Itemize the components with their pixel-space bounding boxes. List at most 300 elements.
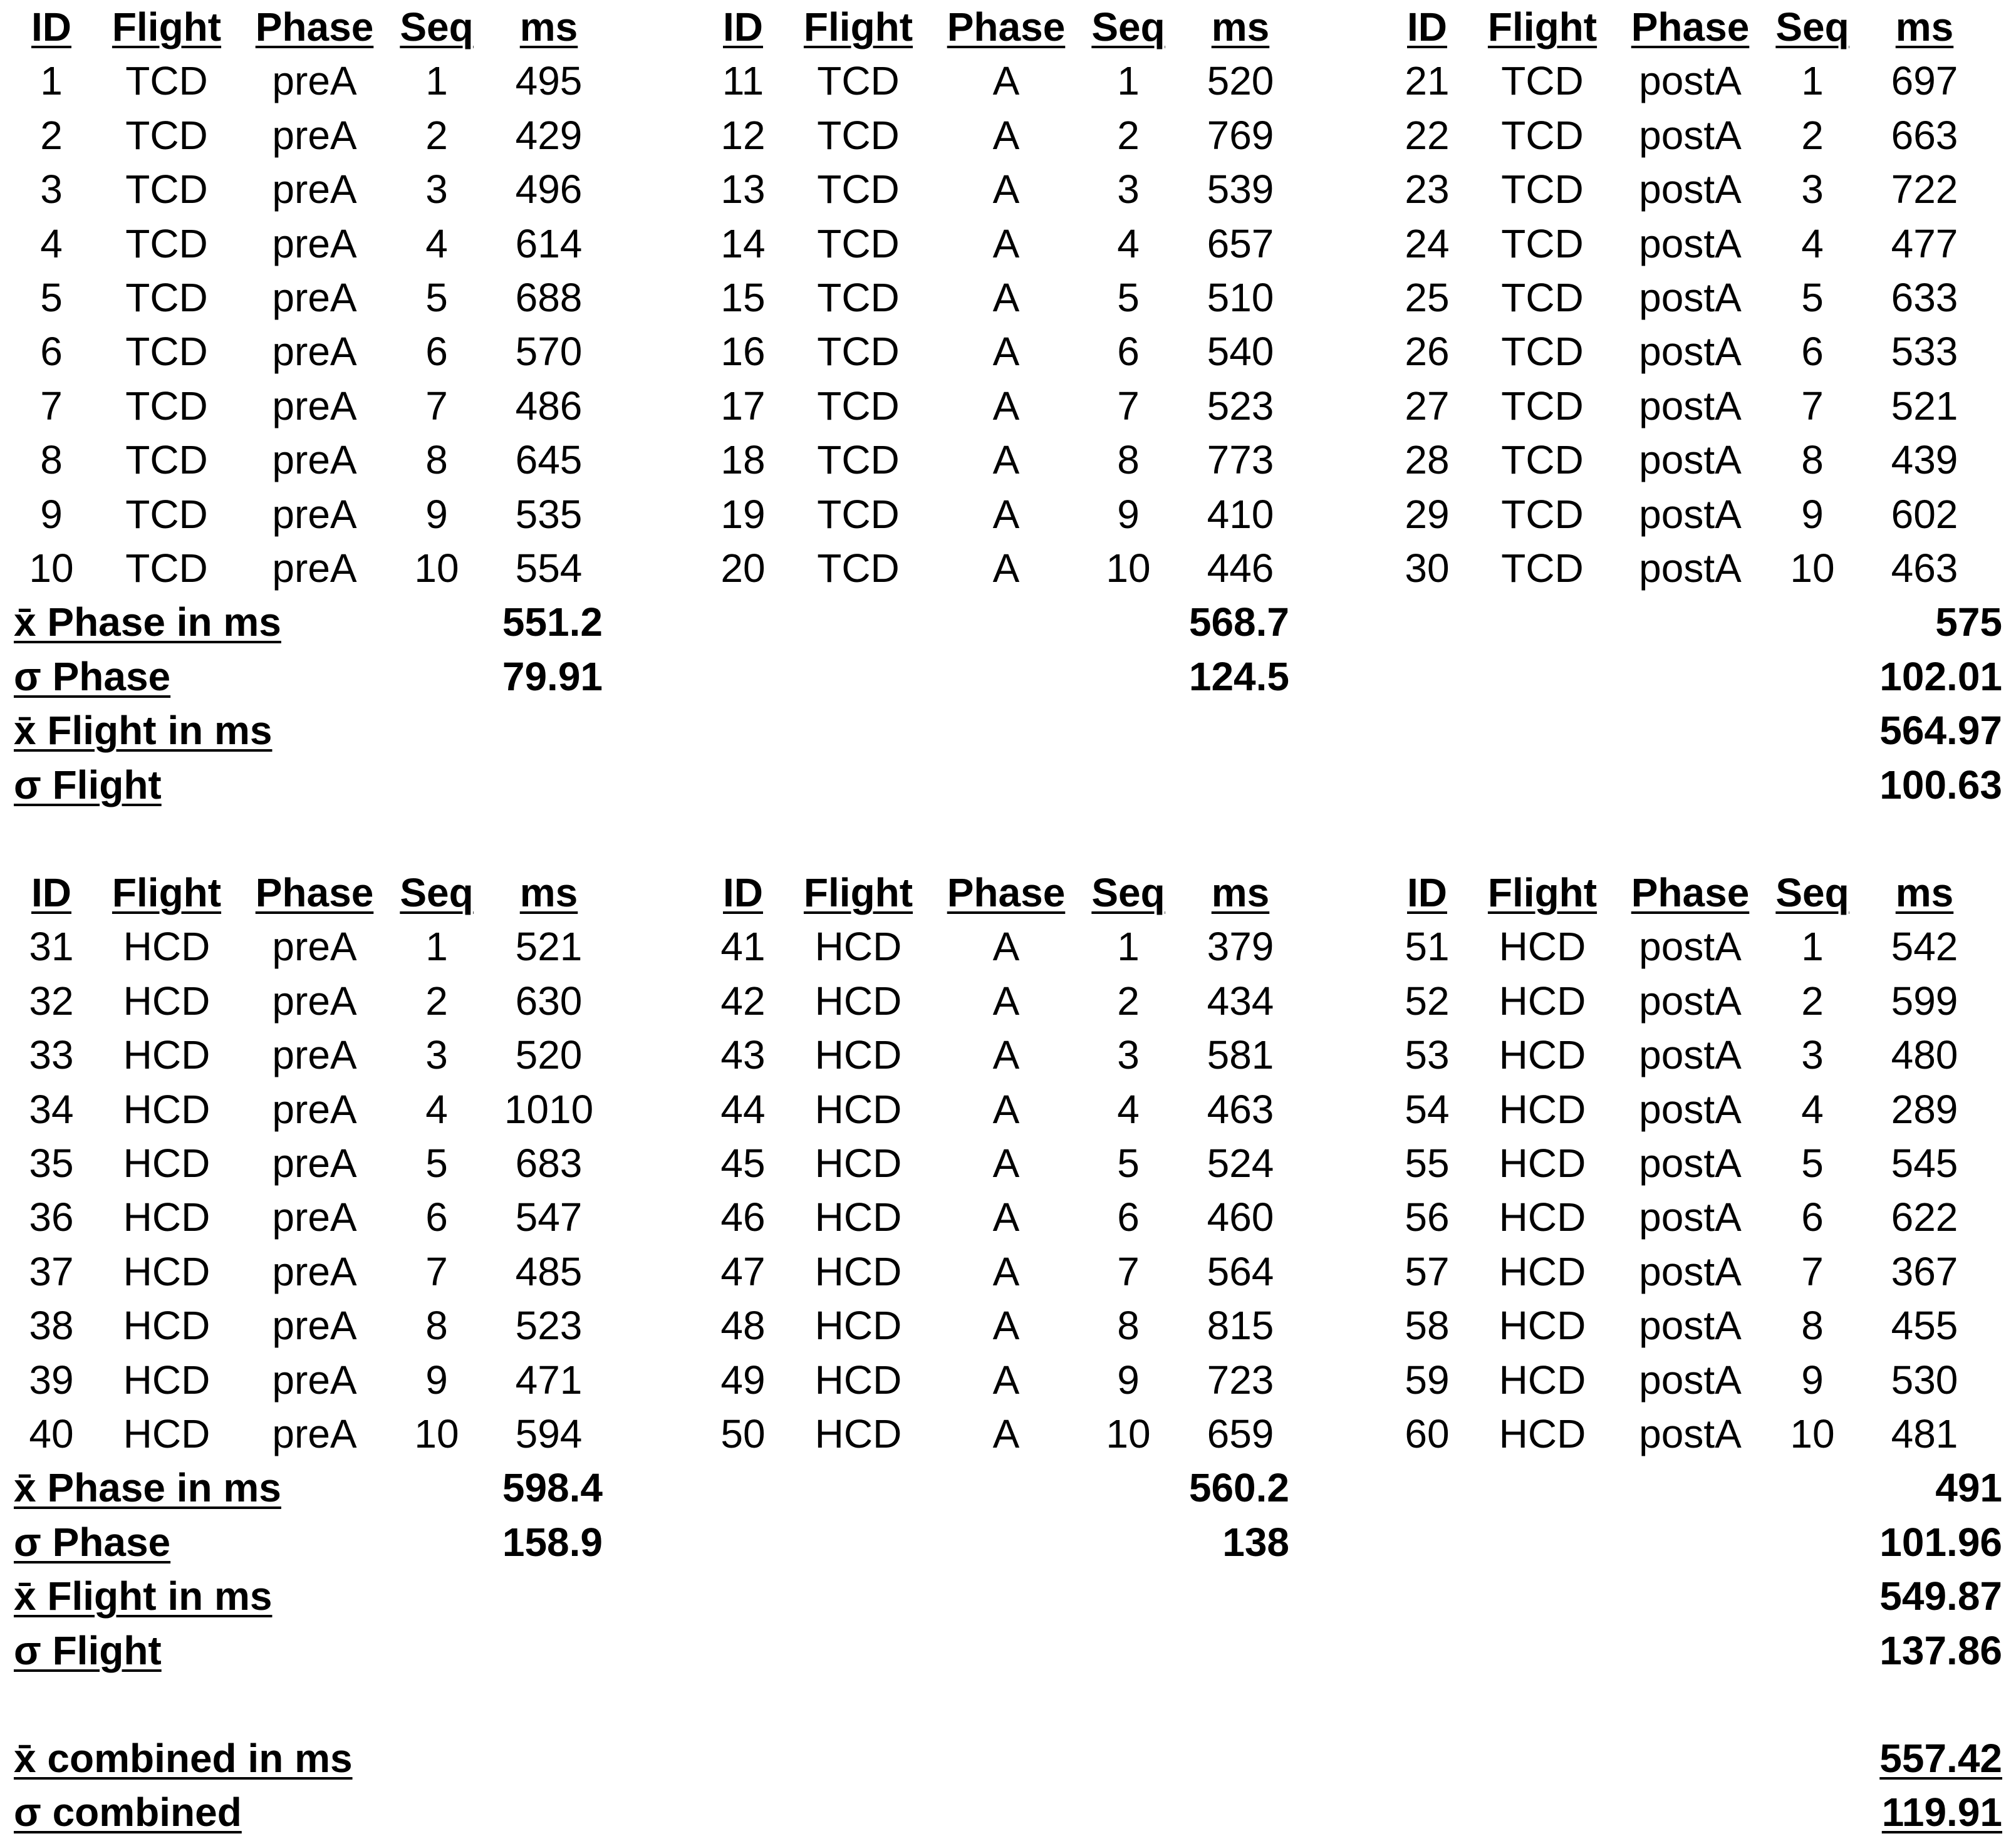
table-cell: 38 [29,1303,74,1349]
table-cell: A [992,1141,1020,1186]
column-header: ID [723,870,763,915]
header-row [0,0,2016,54]
column-header: Phase [255,870,374,915]
table-cell: 8 [1801,1303,1824,1349]
table-cell: 10 [29,546,74,591]
table-cell: 659 [1207,1411,1274,1456]
table-cell: postA [1639,437,1742,483]
table-cell: 1 [40,58,63,104]
table-cell: 657 [1207,220,1274,266]
table-cell: 12 [720,112,766,158]
table-cell: preA [272,383,357,428]
table-cell: 9 [1117,491,1140,537]
table-cell: HCD [123,1086,210,1132]
table-cell: 2 [425,978,448,1024]
table-cell: 33 [29,1032,74,1078]
phase-mean-value: 491 [1935,1465,2002,1511]
table-cell: 5 [1801,1141,1824,1186]
table-cell: 9 [1117,1357,1140,1403]
table-cell: 53 [1405,1032,1450,1078]
table-row [0,1407,2016,1461]
table-cell: A [992,978,1020,1024]
table-cell: TCD [125,546,208,591]
table-cell: 48 [720,1303,766,1349]
table-cell: 14 [720,220,766,266]
phase-sd-value: 101.96 [1879,1519,2002,1565]
table-cell: 524 [1207,1141,1274,1186]
table-cell: 44 [720,1086,766,1132]
table-cell: 10 [414,1411,459,1456]
table-cell: 5 [40,275,63,320]
table-cell: 26 [1405,329,1450,375]
column-header: ID [1407,870,1447,915]
table-cell: HCD [814,1141,902,1186]
table-row [0,974,2016,1028]
table-cell: 722 [1891,167,1958,212]
table-cell: 52 [1405,978,1450,1024]
column-header: Flight [112,4,222,49]
phase-mean-row [0,1461,2016,1515]
table-cell: TCD [1501,220,1584,266]
column-header: Flight [1487,4,1598,49]
combined-mean-label: x̄ combined in ms [14,1736,353,1781]
column-header: Seq [1091,4,1165,49]
table-cell: postA [1639,1086,1742,1132]
column-header: Seq [1091,870,1165,915]
combined-mean-row [0,1731,2016,1785]
table-cell: 3 [425,167,448,212]
table-row [0,433,2016,487]
table-cell: 3 [1801,1032,1824,1078]
table-row [0,1190,2016,1244]
table-cell: 5 [1117,275,1140,320]
table-cell: 1 [1117,924,1140,970]
phase-sd-label: σ Phase [14,1519,171,1565]
table-cell: preA [272,1248,357,1294]
table-cell: 56 [1405,1195,1450,1240]
table-row [0,1245,2016,1299]
table-cell: 540 [1207,329,1274,375]
table-cell: 289 [1891,1086,1958,1132]
table-cell: HCD [814,978,902,1024]
column-header: ID [31,870,71,915]
phase-mean-value: 568.7 [1188,599,1289,645]
table-cell: 1 [1117,58,1140,104]
table-cell: TCD [817,329,900,375]
table-cell: A [992,220,1020,266]
table-cell: HCD [123,1032,210,1078]
phase-mean-row [0,595,2016,649]
table-cell: HCD [123,1141,210,1186]
table-cell: 439 [1891,437,1958,483]
combined-mean-value: 557.42 [1879,1736,2002,1781]
table-cell: 480 [1891,1032,1958,1078]
table-cell: 434 [1207,978,1274,1024]
table-cell: 16 [720,329,766,375]
table-cell: 49 [720,1357,766,1403]
table-cell: 18 [720,437,766,483]
table-cell: A [992,275,1020,320]
table-cell: 27 [1405,383,1450,428]
table-cell: 520 [515,1032,583,1078]
column-header: Phase [255,4,374,49]
table-cell: TCD [817,546,900,591]
table-cell: 6 [425,329,448,375]
table-cell: 521 [515,924,583,970]
table-cell: TCD [1501,437,1584,483]
table-cell: 36 [29,1195,74,1240]
column-header: Seq [1775,4,1849,49]
table-cell: 24 [1405,220,1450,266]
table-cell: postA [1639,1032,1742,1078]
table-cell: 769 [1207,112,1274,158]
table-cell: 3 [425,1032,448,1078]
column-header: ID [723,4,763,49]
table-cell: 463 [1891,546,1958,591]
table-cell: A [992,1032,1020,1078]
table-row [0,108,2016,162]
table-cell: 599 [1891,978,1958,1024]
table-cell: TCD [1501,329,1584,375]
flight-mean-value: 549.87 [1879,1574,2002,1619]
table-cell: 530 [1891,1357,1958,1403]
table-cell: postA [1639,58,1742,104]
table-cell: 55 [1405,1141,1450,1186]
table-cell: preA [272,1411,357,1456]
table-cell: 521 [1891,383,1958,428]
table-cell: A [992,1411,1020,1456]
table-cell: A [992,1357,1020,1403]
table-cell: postA [1639,546,1742,591]
table-row [0,487,2016,541]
table-cell: 29 [1405,491,1450,537]
table-cell: 43 [720,1032,766,1078]
table-cell: A [992,167,1020,212]
column-header: Phase [1631,870,1750,915]
table-cell: HCD [1499,1357,1586,1403]
table-cell: 2 [1801,978,1824,1024]
table-cell: 23 [1405,167,1450,212]
combined-sd-value: 119.91 [1881,1790,2002,1835]
table-cell: 6 [425,1195,448,1240]
table-cell: postA [1639,1248,1742,1294]
flight-sd-row [0,758,2016,812]
table-row [0,54,2016,108]
table-cell: A [992,1086,1020,1132]
table-cell: preA [272,1357,357,1403]
table-cell: 4 [1117,1086,1140,1132]
table-cell: postA [1639,1357,1742,1403]
table-cell: TCD [125,112,208,158]
table-cell: 542 [1891,924,1958,970]
table-cell: postA [1639,383,1742,428]
table-cell: 564 [1207,1248,1274,1294]
phase-sd-value: 124.5 [1188,653,1289,699]
table-cell: 28 [1405,437,1450,483]
table-row [0,920,2016,973]
table-cell: 10 [1106,546,1151,591]
column-header: ID [31,4,71,49]
table-cell: 471 [515,1357,583,1403]
table-cell: 6 [1117,329,1140,375]
table-cell: 22 [1405,112,1450,158]
table-cell: A [992,491,1020,537]
table-cell: 35 [29,1141,74,1186]
table-cell: 697 [1891,58,1958,104]
flight-mean-row [0,703,2016,757]
table-cell: 523 [1207,383,1274,428]
table-cell: A [992,1303,1020,1349]
flight-mean-label: x̄ Flight in ms [14,1574,273,1619]
table-cell: 46 [720,1195,766,1240]
column-header: Seq [400,870,474,915]
table-cell: 570 [515,329,583,375]
column-header: Phase [947,870,1066,915]
table-cell: 481 [1891,1411,1958,1456]
table-cell: 2 [425,112,448,158]
table-cell: preA [272,546,357,591]
table-cell: 533 [1891,329,1958,375]
table-cell: 10 [1790,546,1835,591]
table-cell: preA [272,329,357,375]
table-cell: HCD [123,1303,210,1349]
column-header: Flight [1487,870,1598,915]
phase-sd-label: σ Phase [14,653,171,699]
table-cell: 10 [1106,1411,1151,1456]
phase-sd-row [0,650,2016,703]
table-row [0,324,2016,378]
table-cell: preA [272,167,357,212]
table-cell: HCD [1499,1195,1586,1240]
table-cell: 630 [515,978,583,1024]
table-cell: TCD [125,329,208,375]
table-cell: 2 [1117,978,1140,1024]
table-cell: 1 [1801,58,1824,104]
table-cell: 1010 [504,1086,594,1132]
table-cell: HCD [123,1248,210,1294]
table-cell: TCD [817,437,900,483]
phase-sd-value: 102.01 [1879,653,2002,699]
table-row [0,1299,2016,1352]
table-cell: 57 [1405,1248,1450,1294]
table-cell: 13 [720,167,766,212]
table-cell: 7 [1801,383,1824,428]
table-cell: HCD [1499,1411,1586,1456]
table-cell: 633 [1891,275,1958,320]
table-cell: 723 [1207,1357,1274,1403]
combined-sd-row [0,1785,2016,1839]
table-cell: 5 [425,275,448,320]
table-cell: 3 [1117,167,1140,212]
column-header: ms [1895,870,1954,915]
table-cell: 455 [1891,1303,1958,1349]
table-cell: 379 [1207,924,1274,970]
table-cell: 4 [1801,220,1824,266]
table-cell: 32 [29,978,74,1024]
table-cell: A [992,1195,1020,1240]
column-header: Phase [1631,4,1750,49]
table-cell: HCD [1499,924,1586,970]
table-cell: preA [272,58,357,104]
column-header: ID [1407,4,1447,49]
table-cell: TCD [1501,546,1584,591]
table-cell: 2 [1801,112,1824,158]
table-cell: 17 [720,383,766,428]
table-cell: preA [272,1141,357,1186]
table-cell: A [992,112,1020,158]
table-cell: 3 [40,167,63,212]
table-cell: 545 [1891,1141,1958,1186]
table-cell: 10 [1790,1411,1835,1456]
table-cell: A [992,437,1020,483]
table-cell: 59 [1405,1357,1450,1403]
table-cell: preA [272,437,357,483]
table-cell: 20 [720,546,766,591]
table-cell: TCD [125,167,208,212]
table-cell: 51 [1405,924,1450,970]
table-cell: 9 [1801,1357,1824,1403]
combined-sd-label: σ combined [14,1790,242,1835]
table-cell: HCD [123,978,210,1024]
table-cell: TCD [1501,58,1584,104]
table-cell: 429 [515,112,583,158]
column-header: Flight [803,870,913,915]
table-cell: TCD [817,275,900,320]
table-cell: 3 [1801,167,1824,212]
table-cell: 21 [1405,58,1450,104]
table-cell: postA [1639,1141,1742,1186]
table-cell: 8 [1801,437,1824,483]
table-cell: 581 [1207,1032,1274,1078]
table-cell: preA [272,1086,357,1132]
table-row [0,217,2016,271]
table-cell: HCD [1499,1248,1586,1294]
table-cell: 4 [425,220,448,266]
column-header: ms [1211,870,1270,915]
table-cell: HCD [1499,1032,1586,1078]
phase-sd-value: 79.91 [502,653,603,699]
table-cell: 31 [29,924,74,970]
table-row [0,379,2016,433]
table-cell: 42 [720,978,766,1024]
table-cell: TCD [125,383,208,428]
table-cell: 6 [40,329,63,375]
flight-mean-label: x̄ Flight in ms [14,708,273,754]
header-row [0,866,2016,920]
table-cell: HCD [1499,978,1586,1024]
table-cell: 815 [1207,1303,1274,1349]
table-cell: postA [1639,924,1742,970]
table-cell: preA [272,924,357,970]
table-cell: 477 [1891,220,1958,266]
table-cell: 6 [1801,1195,1824,1240]
table-cell: preA [272,1195,357,1240]
table-cell: postA [1639,329,1742,375]
table-cell: HCD [814,1086,902,1132]
table-cell: postA [1639,1195,1742,1240]
table-cell: 495 [515,58,583,104]
table-cell: preA [272,978,357,1024]
table-cell: 7 [40,383,63,428]
table-cell: 6 [1801,329,1824,375]
table-cell: 520 [1207,58,1274,104]
table-cell: 34 [29,1086,74,1132]
table-cell: HCD [1499,1141,1586,1186]
phase-mean-label: x̄ Phase in ms [14,599,281,645]
table-cell: postA [1639,491,1742,537]
table-cell: 463 [1207,1086,1274,1132]
column-header: ms [1211,4,1270,49]
table-cell: HCD [814,1411,902,1456]
table-cell: 7 [425,383,448,428]
table-cell: HCD [814,1195,902,1240]
table-cell: 4 [40,220,63,266]
table-cell: 645 [515,437,583,483]
table-cell: TCD [125,220,208,266]
column-header: Phase [947,4,1066,49]
table-cell: TCD [1501,491,1584,537]
table-cell: 30 [1405,546,1450,591]
table-cell: 40 [29,1411,74,1456]
table-cell: 614 [515,220,583,266]
table-cell: TCD [125,491,208,537]
table-cell: TCD [817,112,900,158]
table-cell: HCD [814,924,902,970]
table-cell: 6 [1117,1195,1140,1240]
table-cell: 8 [425,1303,448,1349]
table-cell: 410 [1207,491,1274,537]
table-cell: 9 [425,1357,448,1403]
table-cell: 8 [1117,1303,1140,1349]
table-cell: 4 [1801,1086,1824,1132]
table-cell: 4 [1117,220,1140,266]
table-cell: 8 [1117,437,1140,483]
table-cell: 5 [425,1141,448,1186]
table-cell: 683 [515,1141,583,1186]
table-cell: 5 [1117,1141,1140,1186]
phase-mean-value: 560.2 [1188,1465,1289,1511]
table-cell: 8 [425,437,448,483]
table-cell: A [992,58,1020,104]
table-cell: 602 [1891,491,1958,537]
table-cell: HCD [123,924,210,970]
table-cell: TCD [1501,275,1584,320]
table-cell: 523 [515,1303,583,1349]
table-cell: HCD [1499,1303,1586,1349]
flight-mean-row [0,1569,2016,1623]
table-cell: postA [1639,275,1742,320]
phase-mean-value: 598.4 [502,1465,603,1511]
table-cell: 485 [515,1248,583,1294]
table-cell: TCD [817,383,900,428]
table-cell: preA [272,1303,357,1349]
table-cell: 2 [40,112,63,158]
table-cell: 547 [515,1195,583,1240]
table-cell: 3 [1117,1032,1140,1078]
table-cell: 7 [1801,1248,1824,1294]
table-cell: 47 [720,1248,766,1294]
table-cell: 15 [720,275,766,320]
table-cell: 496 [515,167,583,212]
table-cell: postA [1639,1411,1742,1456]
table-cell: A [992,924,1020,970]
table-cell: 7 [1117,1248,1140,1294]
table-cell: 4 [425,1086,448,1132]
table-row [0,1136,2016,1190]
table-cell: A [992,546,1020,591]
table-cell: preA [272,491,357,537]
table-cell: 45 [720,1141,766,1186]
